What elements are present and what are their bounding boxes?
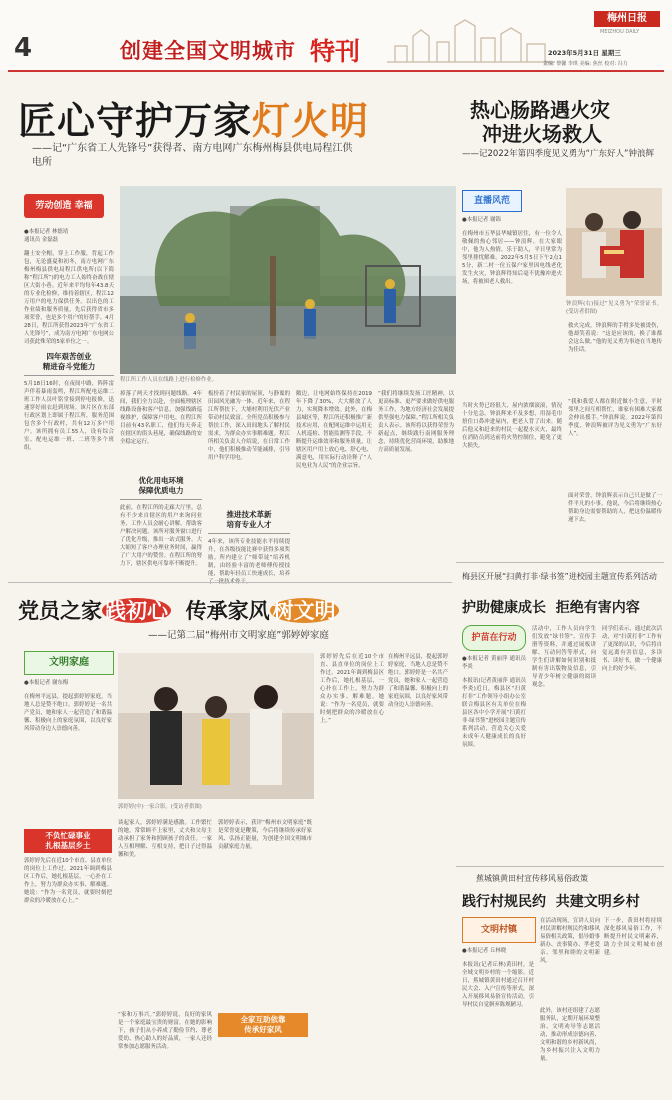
byline: ●本报记者 谢东梅 [24, 680, 69, 686]
headline [18, 595, 339, 625]
body-col-3: 郭婷婷表示，获评“梅州市文明家庭”既是荣誉更是鞭策，今后将继续传承好家风、弘扬正能量，为创建全国文明城市贡献家庭力量。 [218, 820, 312, 850]
column-badge: 护苗在行动 [462, 625, 526, 651]
subheading-1: 不负忙碌事业 扎根基层乡土 [24, 829, 112, 853]
article-photo-award [566, 188, 662, 296]
body-col-2: 掉落了两天才找到问题线路。4年间，我们全力以赴，全面梳理辖区线路设备和客户信息，加强线路巡视维护，保障客户用电。在程江所目前有43名职工，他们每天奔走在辖区的街头巷尾，确保线路的安全稳定运行。 [120, 391, 202, 445]
page-number: 4 [14, 33, 33, 63]
headline [462, 597, 640, 617]
headline-part2: 灯火明 [252, 98, 370, 143]
article-5 [456, 866, 664, 1093]
body-col-3: 板扮着了村民家的屋顶，与静谧的田园风光融为一体。近年来，在程江所帮扶下，大埔村利用光伏产业带动村民致富。全所党员积极参与帮扶工作，深入田间地头了解村民需求，为群众办实事解难题。程江所相关负责人介绍说，在日常工作中，他们积极推动节能减排，引导用户科学用电。 [208, 391, 290, 461]
headline-part1: 匠心守护万家 [18, 98, 253, 143]
body-col-2: 谈起家人，郭婷婷满是感激。工作繁忙的她，常常顾不上家里，丈夫和父母主动承担了家务和照顾孩子的责任。一家人互相理解、互相支持，把日子过得温馨和美。 [118, 820, 212, 858]
photo-caption: 钟浪辉(右)接过“见义勇为”荣誉证书。(受访者供图) [566, 301, 662, 315]
headline-part4: 树文明 [270, 598, 339, 623]
article-4 [8, 582, 452, 1093]
byline: ●本报记者 谢锦 [462, 217, 501, 223]
workers-photo-icon [120, 186, 456, 374]
body-col-2b: “家和万事兴。”郭婷婷说，良好的家风是一个家庭最宝贵的财富。在她的影响下，孩子们从小养成了勤俭节约、尊老爱幼、热心助人的好品质，一家人还经常参加志愿服务活动。 [118, 1012, 212, 1050]
section-tag: 特刊 [310, 37, 361, 66]
body-col-2b: 此外，该村还组建了志愿服务队，定期开展环境整治、文明劝导等志愿活动，推动形成崇德向善、文明和谐的乡村新风尚，为乡村振兴注入文明力量。 [540, 1008, 600, 1062]
body-col-2b: “我和我爱人都在附近做小生意，平时邻里之间互相帮忙，谁家有困难大家都会伸出援手。”钟浪辉说。2022年第四季度，钟浪辉被评为见义勇为“广东好人”。 [568, 399, 662, 437]
body-col-2: 活动中，工作人员向学生们发放“绿书签”、宣传手册等资料，并通过展板讲解、互动问答等形式，向学生们讲解如何识别和抵制有害出版物及信息，引导青少年树立健康的阅读观念。 [532, 626, 596, 688]
subheadline: ——记第二届“梅州市文明家庭”郭婷婷家庭 [148, 630, 329, 641]
headline [18, 90, 369, 145]
editors-line: 责编: 黎馨 李琪 美编: 焦丝 校对: 冯力 [543, 61, 628, 67]
body-col-5: “我们将继续发扬工匠精神，以更高标准、更严要求做好供电服务工作，为地方经济社会发展提供坚强电力保障。”程江所相关负责人表示。该所将以获得荣誉为新起点，继续践行南网服务理念，持续优化营商环境，助推地方高质量发展。 [378, 391, 454, 453]
headline: 热心肠路遇火灾 [470, 98, 610, 122]
article-2 [456, 78, 664, 560]
column-badge: 文明家庭 [24, 651, 114, 675]
headline-line2: 冲进火场救人 [482, 122, 602, 146]
headline [462, 891, 640, 911]
body-col-2c: 面对荣誉，钟浪辉表示自己只是做了一件平凡的小事。他说，今后将继续热心帮助身边需要帮助的人，把这份温暖传递下去。 [568, 493, 662, 523]
masthead-divider [8, 70, 664, 72]
body-col-1b: 当时火势已经很大，屋内浓烟滚滚，情况十分危急。钟浪辉来不及多想，用湿毛巾捂住口鼻冲进屋内，把老人背了出来。随后他又和赶来的村民一起提水灭火，最终在消防员到达前将火势控制住，避免了更大损失。 [462, 403, 562, 449]
paper-name-en: MEIZHOU DAILY [600, 29, 640, 35]
headline-part1: 践行村规民约 [462, 894, 546, 910]
byline: ●本报记者 黄丽萍 通讯员 李炎 [462, 656, 526, 670]
city-skyline-icon [385, 16, 557, 64]
column-badge: 直播风范 [462, 190, 522, 212]
article-photo-workers [120, 186, 456, 374]
body-col-3b: 4年来，该所专业技能水平持续提升，在各级技能比赛中获得多项奖励。所内建立了“师带徒”培养机制，由经验丰富的老师傅传授技能，帮助年轻员工快速成长，培养了一批技术骨干。 [208, 539, 290, 585]
page-title: 创建全国文明城市 [120, 39, 296, 63]
article-3 [456, 562, 664, 863]
body-col-1: 本报讯(记者黄丽萍 通讯员李炎)近日，梅县区“扫黄打非”工作领导小组办公室联合梅县区有关单位在梅县区各中小学开展“扫黄打非·绿书签”进校园主题宣传系列活动，营造关心关爱未成年人健康成长的良好氛围。 [462, 678, 526, 748]
family-photo-icon [118, 653, 314, 799]
masthead [0, 0, 672, 70]
headline-part2: 拒绝有害内容 [555, 600, 640, 616]
subheading-2: 全家互助依靠 传承好家风 [218, 1013, 308, 1037]
date-line: 2023年5月31日 星期三 [548, 49, 621, 57]
subheadline: ——记“广东省工人先锋号”获得者、南方电网广东梅州梅县供电局程江供电所 [32, 143, 353, 168]
body-col-2b: 此前，在程江所的走廊大厅里，总有不少来自辖区的用户来询问业务，工作人员会耐心讲解，帮助客户解决问题。该所对服务窗口进行了优化升级，推出一站式服务，大大缩短了客户办理业务时间，赢得了广大用户的赞誉。在程江所的努力下，辖区供电可靠率不断提升。 [120, 505, 202, 567]
column-badge: 文明村镇 [462, 917, 536, 943]
body-col-1: 本报讯(记者丘林)黄田村，是全域文明乡村的一个缩影。近日，蕉城镇黄田村通过召开村民大会、入户宣传等形式，深入开展移风易俗宣传活动，引导村民自觉摒弃陈规陋习。 [462, 962, 534, 1008]
paper-logo [594, 11, 660, 27]
headline-part3: 传承家风 [185, 598, 270, 623]
subheading-3: 推进技术革新 培育专业人才 [208, 510, 290, 534]
column-badge: 劳动创造 幸福 [24, 194, 104, 218]
photo-caption: 郭婷婷(中)一家合影。(受访者供图) [118, 804, 202, 810]
byline: ●本报记者 林德靖 通讯员 金磊磊 [24, 229, 69, 243]
article-1 [8, 78, 454, 585]
subheadline: ——记2022年第四季度见义勇为“广东好人”钟浪辉 [462, 149, 654, 159]
body-col-5: 在梅州平远县，提起郭婷婷家庭，当地人总是赞不绝口。郭婷婷是一名共产党员，她和家人一起营造了和谐温馨、积极向上的家庭氛围，以良好家风带动身边人崇德向善。 [388, 654, 448, 708]
body-col-4: 敞边，让电网始终保持在2019年下降了30%，大大解放了人力，实现降本增效。此外，在梅县城区等，程江所还积极推广新技术应用，在配网运维中运用无人机巡检、智能监测等手段，不断提升运维效率和服务质量，让辖区用户用上放心电、舒心电、满意电，用实际行动诠释了“人民电业为人民”的企业宗旨。 [296, 391, 372, 469]
body-col-1: 翻土安全帽，穿上工作服，背起工作包，无论盛夏和初冬，南方电网广东梅州梅县供电局程江供电所(以下简称“程江所”)的电力工人始终奋战在辖区大街小巷。近年来平均每年43.8天的专业化检修，维持着辖区，程江12万用户的电力保供任务。以出色的工作业绩和服务质量，先后获得省市多项荣誉，也是多个用户的好帮手。4月28日，程江所获得2023年“广东省工人先锋号”，成为南方电网广东电网公司获此殊荣的5家单位之一。 [24, 251, 114, 345]
headline-part1: 护助健康成长 [462, 600, 546, 616]
body-col-1: 在梅州市五华县华城镇居住，有一位令人敬佩的热心邻居——钟浪辉。在大家眼中，他为人热情，乐于助人，平日里常为邻里排忧解难。2022年5月5日下午2点15分，新二村一位五保户家里因电线老化发生火灾，钟浪辉得知后毫不犹豫冲进火场，将被困老人救出。 [462, 231, 562, 285]
article-photo-family [118, 653, 314, 799]
body-col-2: 救火完成，钟浪辉的手臂多处被烫伤，他却笑着说：“这是应该的，换了谁都会这么做。”他的见义勇为事迹在当地传为佳话。 [568, 323, 662, 353]
body-col-3: 下一步，黄田村将持续深化移风易俗工作，不断提升村民文明素养，助力全国文明城市创建。 [604, 918, 662, 956]
body-col-2: 在活动现场，宣讲人员向村民讲解村规民约和移风易俗相关政策，倡导婚事新办、丧事简办、孝老爱亲、邻里和睦的文明新风。 [540, 918, 600, 964]
body-col-3: 同学们表示，通过此次活动，对“扫黄打非”工作有了更深的认识，今后将自觉远离有害信息，多读书、读好书，做一个健康向上的好少年。 [602, 626, 662, 672]
byline: ●本报记者 丘林晓 [462, 948, 507, 954]
headline-part1: 党员之家 [18, 598, 102, 623]
headline-part2: 践初心 [102, 598, 171, 623]
body-col-4: 郭婷婷先后在近10个市直、县直单位的岗位上工作过。2021年调到梅县区工作后，她扎根基层，一心扑在工作上，努力为群众办实事、解难题。她说：“作为一名党员，就要时刻把群众的冷暖放在心上。” [320, 654, 384, 724]
paper-name: 梅州日报 [607, 13, 647, 24]
award-photo-icon [566, 188, 662, 296]
body-col-1b: 5月18日16时，在夜间中路，阵阵雷声伴着暴雨轰鸣，程江所配电运维二班工作人员叶铭堂接到停电报修，迅速穿好雨衣赶到现场。该片区在东部行政区划上即属于程江所，服务范围包含多个行政村，共有12万多户用户。该所拥有员工55人，设有综合室、配电运维一班、二班等多个班组。 [24, 381, 114, 451]
subheading-2: 优化用电环境 保障优质电力 [120, 476, 202, 500]
intro-line: 梅县区开展“扫黄打非·绿书签”进校园主题宣传系列活动 [462, 572, 657, 581]
intro-line: 蕉城镇黄田村宣传移风易俗政策 [476, 874, 588, 883]
body-col-1b: 郭婷婷先后在近10个市直、县直单位的岗位上工作过。2021年调到梅县区工作后，她扎根基层，一心扑在工作上，努力为群众办实事、解难题。她说：“作为一名党员，就要时刻把群众的冷暖放在心上。” [24, 858, 112, 904]
subheading-1: 四年艰苦创业 精进奋斗党能力 [24, 352, 114, 376]
headline-part2: 共建文明乡村 [555, 894, 640, 910]
photo-caption: 程江所工作人员在线路上进行检修作业。 [120, 377, 218, 383]
body-col-1: 在梅州平远县，提起郭婷婷家庭，当地人总是赞不绝口。郭婷婷是一名共产党员，她和家人一起营造了和谐温馨、积极向上的家庭氛围，以良好家风带动身边人崇德向善。 [24, 694, 112, 732]
